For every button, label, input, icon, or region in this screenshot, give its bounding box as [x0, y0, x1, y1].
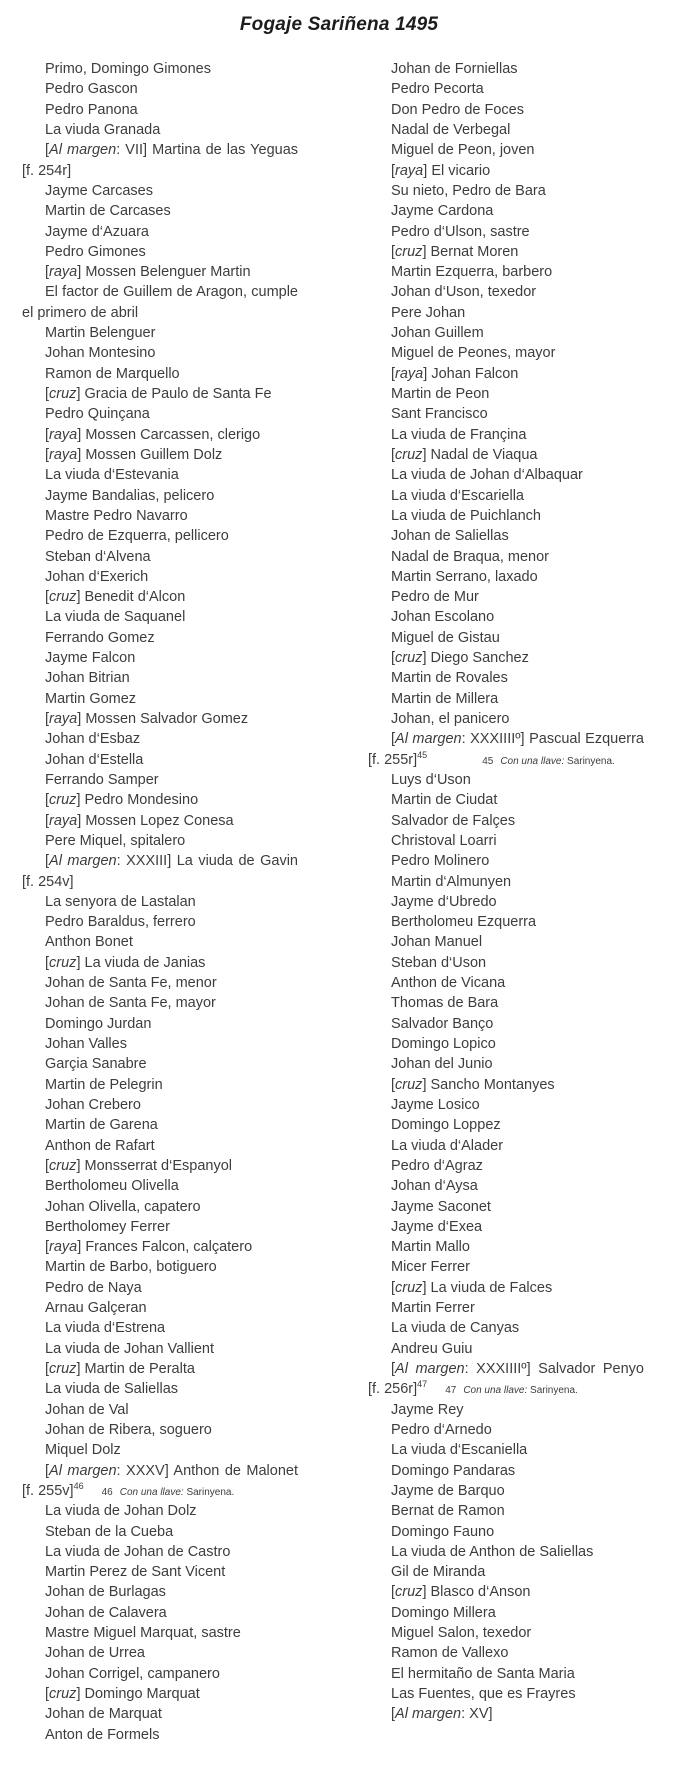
entry: Jayme d‘Exea: [391, 1218, 483, 1235]
footnote-ref: 46: [73, 1481, 84, 1492]
entry: La viuda de Françina: [391, 426, 527, 443]
entry-tagged: [cruz] La viuda de Falces: [391, 1279, 553, 1296]
entry-tagged: [raya] Mossen Lopez Conesa: [45, 812, 234, 829]
entry: Ramon de Marquello: [45, 365, 180, 382]
entry: Johan Valles: [45, 1036, 127, 1052]
entry-tagged: [raya] El vicario: [391, 162, 491, 179]
entry: La viuda de Saliellas: [45, 1381, 179, 1398]
folio-marker: [368, 750, 644, 770]
entry: La viuda de Johan Dolz: [45, 1503, 197, 1520]
entry: Johan d‘Exerich: [45, 568, 149, 585]
entry: Martin de Pelegrin: [45, 1076, 163, 1093]
al-margen-label: Al margen: [395, 1706, 462, 1723]
tag-label: cruz: [49, 792, 77, 809]
entry: Johan Olivella, capatero: [45, 1198, 201, 1215]
entry: El factor de Guillem de Aragon, cumple: [45, 284, 298, 301]
folio-marker: [22, 872, 298, 892]
entry: La senyora de Lastalan: [45, 893, 196, 910]
entry: Domingo Fauno: [391, 1523, 495, 1540]
entry: La viuda d‘Alader: [391, 1137, 504, 1154]
entry: La viuda de Johan d‘Albaquar: [391, 467, 583, 484]
entry-margin-annotation: [Al margen: XXXIIIIº] Pascual Ezquerra: [391, 731, 644, 748]
entry: Andreu Guiu: [391, 1340, 473, 1357]
entry-tagged: [raya] Mossen Salvador Gomez: [45, 711, 249, 727]
entry: Martin Ezquerra, barbero: [391, 264, 553, 281]
entry: Johan de Forniellas: [391, 61, 518, 77]
footnote-italic-label: Con una llave:: [500, 755, 565, 767]
entry: Luys d‘Uson: [391, 771, 471, 788]
entry: Martin de Ciudat: [391, 792, 498, 809]
entry-tagged: [cruz] Blasco d‘Anson: [391, 1584, 531, 1601]
entry: Martin de Millera: [391, 690, 499, 707]
entry: Domingo Millera: [391, 1604, 496, 1621]
entry-tagged: [raya] Mossen Guillem Dolz: [45, 446, 223, 463]
entry: Pedro Quinçana: [45, 406, 150, 423]
entry: Martin Serrano, laxado: [391, 568, 538, 585]
entry: La viuda de Puichlanch: [391, 507, 541, 524]
entry: La viuda d‘Escariella: [391, 487, 524, 504]
footnote-number: 45: [482, 755, 494, 767]
entry: Pedro Gimones: [45, 243, 146, 260]
tag-label: raya: [49, 446, 78, 463]
entry: Martin de Barbo, botiguero: [45, 1259, 217, 1276]
tag-label: cruz: [49, 589, 77, 606]
tag-label: cruz: [395, 1076, 423, 1093]
entry: Garçia Sanabre: [45, 1056, 147, 1073]
entry: Johan, el panicero: [391, 711, 510, 727]
entry: La viuda de Saquanel: [45, 609, 186, 626]
entry: Pedro Panona: [45, 101, 138, 118]
entry: Johan Bitrian: [45, 670, 130, 687]
entry-tagged: [cruz] Nadal de Viaqua: [391, 446, 538, 463]
tag-label: cruz: [395, 1279, 423, 1296]
entry: Miguel Salon, texedor: [391, 1625, 532, 1642]
entry: Martin Ferrer: [391, 1300, 475, 1317]
entry: Martin de Garena: [45, 1117, 158, 1134]
tag-label: cruz: [49, 1686, 77, 1702]
footnote-ref: 47: [417, 1379, 428, 1390]
entry: Steban d‘Uson: [391, 954, 487, 971]
footnote-number: 46: [101, 1486, 113, 1498]
entry: Gil de Miranda: [391, 1564, 486, 1581]
entry: El hermitaño de Santa Maria: [391, 1665, 575, 1682]
entry: Johan Manuel: [391, 934, 483, 951]
entry: Domingo Pandaras: [391, 1462, 516, 1479]
entry: Jayme Losico: [391, 1096, 480, 1113]
entry: Johan de Santa Fe, menor: [45, 975, 217, 992]
entry: Bertholomeu Ezquerra: [391, 914, 537, 931]
entry: Jayme Rey: [391, 1401, 464, 1418]
entry: Johan de Burlagas: [45, 1584, 166, 1601]
entry: Nadal de Verbegal: [391, 121, 511, 138]
entry: Salvador de Falçes: [391, 812, 516, 829]
tag-label: cruz: [49, 1157, 77, 1174]
tag-label: raya: [49, 426, 78, 443]
entry: Johan de Ribera, soguero: [45, 1421, 212, 1438]
folio-marker: [368, 1379, 644, 1399]
tag-label: raya: [49, 264, 78, 281]
footnote-italic-label: Con una llave:: [463, 1385, 528, 1397]
tag-label: cruz: [49, 386, 77, 402]
tag-label: cruz: [49, 1361, 77, 1377]
entry: Miguel de Peones, mayor: [391, 345, 556, 362]
tag-label: cruz: [49, 954, 77, 971]
entry: Thomas de Bara: [391, 995, 499, 1012]
entry: Bertholomeu Olivella: [45, 1178, 179, 1195]
entry: Martin d‘Almunyen: [391, 873, 512, 890]
entry: Johan d‘Estella: [45, 751, 144, 768]
entry: Johan Escolano: [391, 609, 495, 626]
entry: Steban de la Cueba: [45, 1523, 174, 1540]
entry-tagged: [cruz] Domingo Marquat: [45, 1686, 200, 1702]
entry: Jayme d‘Ubredo: [391, 893, 497, 910]
entry-tagged: [cruz] Pedro Mondesino: [45, 792, 199, 809]
entry-tagged: [cruz] Benedit d‘Alcon: [45, 589, 186, 606]
entry: La viuda d‘Estrena: [45, 1320, 166, 1337]
entry: Domingo Jurdan: [45, 1015, 152, 1032]
footnote: 47 Con una llave: Sarinyena.: [445, 1385, 578, 1397]
entry: Johan d‘Esbaz: [45, 731, 141, 748]
entry: Jayme d‘Azuara: [45, 223, 149, 240]
entry: Jayme Saconet: [391, 1198, 491, 1215]
entry: Ferrando Samper: [45, 771, 159, 788]
entry-tagged: [cruz] Monsserrat d‘Espanyol: [45, 1157, 232, 1174]
al-margen-label: Al margen: [49, 853, 117, 870]
tag-label: raya: [49, 812, 78, 829]
entry: el primero de abril: [22, 304, 139, 321]
entry-tagged: [raya] Frances Falcon, calçatero: [45, 1239, 253, 1256]
entry: Anthon Bonet: [45, 934, 133, 951]
entry: Johan de Saliellas: [391, 528, 509, 545]
entry-margin-annotation: [Al margen: XXXIIIIº] Salvador Penyo: [391, 1361, 644, 1377]
entry: Steban d‘Alvena: [45, 548, 151, 565]
entry: Miquel Dolz: [45, 1442, 121, 1459]
folio-label: [f. 255v]: [22, 1482, 74, 1499]
page-title: Fogaje Sariñena 1495: [239, 14, 439, 35]
folio-label: [f. 256r]: [368, 1381, 418, 1398]
entry: La viuda de Johan Vallient: [45, 1340, 215, 1357]
entry: Salvador Banço: [391, 1015, 494, 1032]
entry: Su nieto, Pedro de Bara: [391, 182, 546, 199]
entry: Mastre Miguel Marquat, sastre: [45, 1625, 241, 1642]
entry: Pedro d‘Arnedo: [391, 1421, 492, 1438]
entry: Martin Mallo: [391, 1239, 470, 1256]
entry-tagged: [cruz] Diego Sanchez: [391, 650, 529, 667]
entry: Domingo Lopico: [391, 1036, 496, 1052]
entry: Johan de Calavera: [45, 1604, 167, 1621]
entry-margin-annotation: [Al margen: XXXIII] La viuda de Gavin: [45, 853, 298, 870]
footnote-ref: 45: [417, 749, 428, 760]
entry: Anton de Formels: [45, 1726, 160, 1743]
folio-marker: [22, 1481, 298, 1501]
entry-tagged: [raya] Mossen Belenguer Martin: [45, 264, 251, 281]
entry: Micer Ferrer: [391, 1259, 470, 1276]
footnote-italic-label: Con una llave:: [119, 1486, 184, 1498]
entry: Martin Belenguer: [45, 325, 156, 342]
entry: Johan Montesino: [45, 345, 156, 362]
entry-tagged: [cruz] La viuda de Janias: [45, 954, 206, 971]
entry: Pedro Gascon: [45, 81, 138, 98]
entry: Johan Guillem: [391, 325, 484, 342]
entry-tagged: [cruz] Martin de Peralta: [45, 1361, 195, 1377]
entry: Pedro d‘Ulson, sastre: [391, 223, 530, 240]
entry: Bernat de Ramon: [391, 1503, 505, 1520]
column-right: [368, 59, 644, 1725]
entry: Anthon de Vicana: [391, 975, 506, 992]
entry: Johan d‘Uson, texedor: [391, 284, 537, 301]
folio-label: [f. 254r]: [22, 162, 72, 179]
entry: Ramon de Vallexo: [391, 1645, 509, 1662]
entry: Martin Perez de Sant Vicent: [45, 1564, 226, 1581]
entry: Pedro de Naya: [45, 1279, 142, 1296]
entry: Christoval Loarri: [391, 832, 497, 849]
entry: Miguel de Gistau: [391, 629, 500, 646]
entry: Ferrando Gomez: [45, 629, 155, 646]
entry: Pedro Molinero: [391, 853, 490, 870]
entry-tagged: [raya] Johan Falcon: [391, 365, 519, 382]
entry: Pedro Pecorta: [391, 81, 484, 98]
entry: Johan de Val: [45, 1401, 129, 1418]
al-margen-label: Al margen: [49, 1462, 117, 1479]
entry: Mastre Pedro Navarro: [45, 507, 188, 524]
footnote: 46 Con una llave: Sarinyena.: [101, 1486, 235, 1498]
entry: Domingo Loppez: [391, 1117, 501, 1134]
entry: Pedro de Mur: [391, 589, 479, 606]
tag-label: cruz: [395, 1584, 423, 1601]
folio-label: [f. 255r]: [368, 751, 418, 768]
entry: La viuda de Johan de Castro: [45, 1543, 231, 1560]
entry: Pedro d‘Agraz: [391, 1157, 483, 1174]
entry: La viuda de Canyas: [391, 1320, 520, 1337]
entry: Johan Corrigel, campanero: [45, 1665, 220, 1682]
entry-tagged: [cruz] Gracia de Paulo de Santa Fe: [45, 386, 272, 402]
column-left: [22, 59, 298, 1745]
entry: Arnau Galçeran: [45, 1300, 147, 1317]
entry: Martin de Carcases: [45, 203, 171, 220]
entry: Pere Johan: [391, 304, 466, 321]
entry-margin-annotation: [Al margen: VII] Martina de las Yeguas: [45, 142, 299, 159]
entry: Primo, Domingo Gimones: [45, 61, 211, 77]
entry: Johan del Junio: [391, 1056, 493, 1073]
entry: Johan de Urrea: [45, 1645, 145, 1662]
entry: Sant Francisco: [391, 406, 488, 423]
tag-label: raya: [49, 711, 78, 727]
folio-marker: [22, 161, 298, 181]
entry: Jayme Bandalias, pelicero: [45, 487, 215, 504]
entry: Bertholomey Ferrer: [45, 1218, 170, 1235]
entry: Martin Gomez: [45, 690, 137, 707]
entry: Johan de Santa Fe, mayor: [45, 995, 216, 1012]
entry: Jayme Falcon: [45, 650, 136, 667]
tag-label: raya: [395, 365, 424, 382]
entry-margin-annotation: [Al margen: XV]: [391, 1706, 493, 1723]
entry: Las Fuentes, que es Frayres: [391, 1686, 576, 1702]
entry: La viuda d‘Escaniella: [391, 1442, 528, 1459]
al-margen-label: Al margen: [395, 731, 462, 748]
footnote-number: 47: [445, 1385, 457, 1397]
entry: Johan d‘Aysa: [391, 1178, 478, 1195]
entry: Anthon de Rafart: [45, 1137, 155, 1154]
entry: Martin de Peon: [391, 386, 490, 402]
entry: Jayme Cardona: [391, 203, 494, 220]
entry: Miguel de Peon, joven: [391, 142, 535, 159]
entry-tagged: [cruz] Bernat Moren: [391, 243, 519, 260]
al-margen-label: Al margen: [49, 142, 117, 159]
tag-label: cruz: [395, 446, 423, 463]
entry: Don Pedro de Foces: [391, 101, 524, 118]
entry: Pere Miquel, spitalero: [45, 832, 186, 849]
entry: Pedro de Ezquerra, pellicero: [45, 528, 229, 545]
tag-label: raya: [49, 1239, 78, 1256]
entry: Martin de Rovales: [391, 670, 508, 687]
al-margen-label: Al margen: [395, 1361, 465, 1377]
entry: La viuda d‘Estevania: [45, 467, 179, 484]
entry: Jayme Carcases: [45, 182, 153, 199]
entry: Johan de Marquat: [45, 1706, 162, 1723]
entry: Johan Crebero: [45, 1096, 141, 1113]
entry: La viuda Granada: [45, 121, 161, 138]
folio-label: [f. 254v]: [22, 873, 74, 890]
tag-label: cruz: [395, 243, 423, 260]
footnote: 45 Con una llave: Sarinyena.: [482, 755, 615, 767]
entry-tagged: [cruz] Sancho Montanyes: [391, 1076, 555, 1093]
entry: Jayme de Barquo: [391, 1482, 505, 1499]
entry: Pedro Baraldus, ferrero: [45, 914, 196, 931]
tag-label: raya: [395, 162, 424, 179]
entry: La viuda de Anthon de Saliellas: [391, 1543, 594, 1560]
tag-label: cruz: [395, 650, 423, 667]
entry-tagged: [raya] Mossen Carcassen, clerigo: [45, 426, 261, 443]
entry: Nadal de Braqua, menor: [391, 548, 549, 565]
entry-margin-annotation: [Al margen: XXXV] Anthon de Malonet: [45, 1462, 298, 1479]
